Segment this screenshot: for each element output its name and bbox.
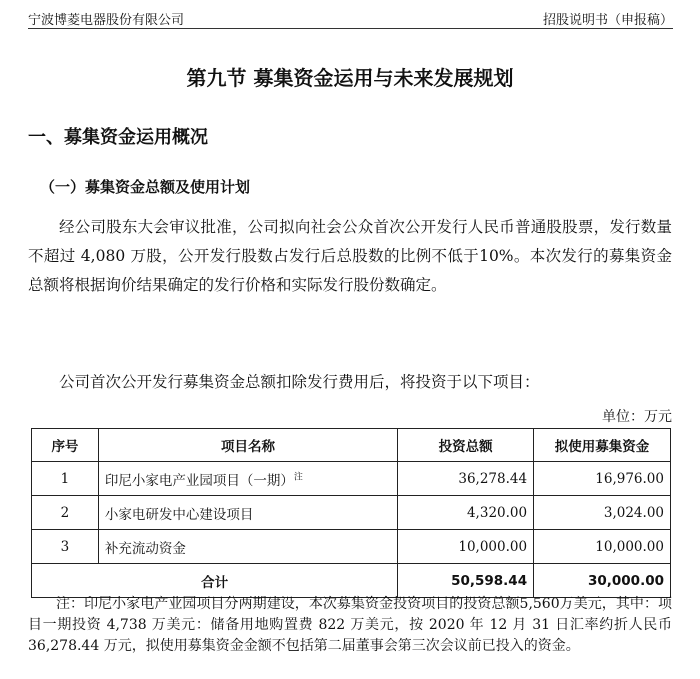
- heading-level-2: （一）募集资金总额及使用计划: [40, 178, 251, 196]
- unit-label: 单位：万元: [602, 409, 672, 425]
- page-header: [28, 6, 673, 29]
- table-footnote: 注：印尼小家电产业园项目分两期建设，本次募集资金投资项目的投资总额5,560万美元，其中：项目一期投资 4,738 万美元：储备用地购置费 822 万美元，按 2020 年 12 月 31 日汇率约折人民币 36,278.44 万元，拟使用募集资金金额不包括第二届董事会第三次会议前已投入的资金。: [28, 596, 672, 654]
- row-project-name: 印尼小家电产业园项目（一期）$^注$: [98, 462, 397, 496]
- header-total-investment: 投资总额: [398, 429, 534, 462]
- table-total-row: [32, 564, 671, 598]
- table-header-row: [32, 429, 671, 462]
- row-raised: 16,976.00: [534, 462, 671, 496]
- row-raised: 10,000.00: [534, 530, 671, 564]
- heading-level-1: 一、募集资金运用概况: [28, 127, 208, 148]
- header-no: 序号: [32, 429, 99, 462]
- table-row: [32, 462, 671, 496]
- paragraph-offering: 经公司股东大会审议批准，公司拟向社会公众首次公开发行人民币普通股股票，发行数量不超过 4,080 万股，公开发行股数占发行后总股数的比例不低于10%。本次发行的募集资金总额将根据询价结果确定的发行价格和实际发行股份数确定。: [28, 218, 672, 294]
- row-no: 2: [32, 496, 99, 530]
- row-total: 36,278.44: [398, 462, 534, 496]
- table-row: [32, 496, 671, 530]
- header-project-name: 项目名称: [98, 429, 397, 462]
- row-no: 1: [32, 462, 99, 496]
- row-project-name: 补充流动资金: [98, 530, 397, 564]
- document-type: 招股说明书（申报稿）: [542, 13, 673, 28]
- row-total: 10,000.00: [398, 530, 534, 564]
- total-raised: 30,000.00: [534, 564, 671, 598]
- header-raised-funds: 拟使用募集资金: [534, 429, 671, 462]
- row-raised: 3,024.00: [534, 496, 671, 530]
- row-total: 4,320.00: [398, 496, 534, 530]
- projects-table: [31, 428, 671, 598]
- row-no: 3: [32, 530, 99, 564]
- table-row: [32, 530, 671, 564]
- row-project-name: 小家电研发中心建设项目: [98, 496, 397, 530]
- total-investment: 50,598.44: [398, 564, 534, 598]
- company-name: 宁波博菱电器股份有限公司: [28, 13, 185, 28]
- section-title: 第九节 募集资金运用与未来发展规划: [186, 66, 514, 90]
- note-mark: 注: [293, 472, 303, 482]
- total-label: 合计: [32, 564, 398, 598]
- paragraph-projects-intro: 公司首次公开发行募集资金总额扣除发行费用后，将投资于以下项目：: [59, 373, 540, 391]
